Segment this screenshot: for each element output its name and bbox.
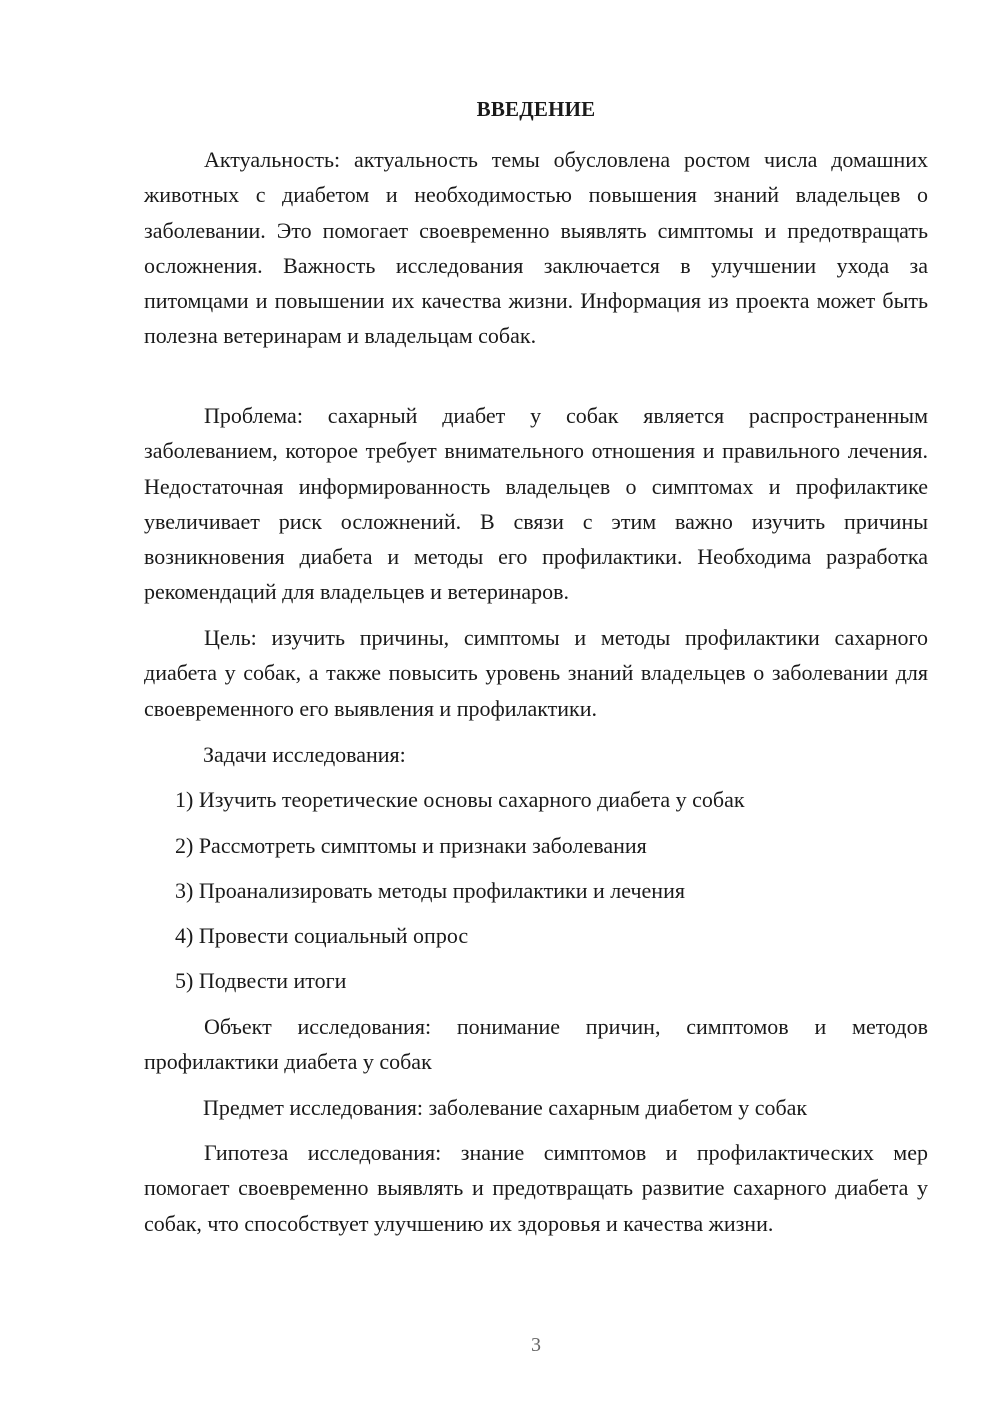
list-item: 1) Изучить теоретические основы сахарного диабета у собак <box>175 787 745 812</box>
page-number: 3 <box>531 1334 541 1356</box>
relevance-paragraph: Актуальность: актуальность темы обусловлена ростом числа домашних животных с диабетом и необходимостью повышения знаний владельцев о заболевании. Это помогает своевременно выявлять симптомы и предотвращать осложнения. Важность исследования заключается в улучшении ухода за питомцами и повышении их качества жизни. Информация из проекта может быть полезна ветеринарам и владельцам собак. <box>144 147 928 349</box>
list-item: 2) Рассмотреть симптомы и признаки заболевания <box>175 833 647 858</box>
tasks-heading: Задачи исследования: <box>203 742 406 767</box>
list-item: 5) Подвести итоги <box>175 968 347 993</box>
list-item: 3) Проанализировать методы профилактики и лечения <box>175 878 685 903</box>
object-paragraph: Объект исследования: понимание причин, симптомов и методов профилактики диабета у собак <box>144 1014 928 1075</box>
page-title: ВВЕДЕНИЕ <box>476 97 596 121</box>
subject-paragraph: Предмет исследования: заболевание сахарным диабетом у собак <box>203 1095 808 1120</box>
goal-paragraph: Цель: изучить причины, симптомы и методы профилактики сахарного диабета у собак, а также повысить уровень знаний владельцев о заболевании для своевременного его выявления и профилактики. <box>144 625 928 721</box>
hypothesis-paragraph: Гипотеза исследования: знание симптомов и профилактических мер помогает своевременно выявлять и предотвращать развитие сахарного диабета у собак, что способствует улучшению их здоровья и качества жизни. <box>144 1140 928 1236</box>
problem-paragraph: Проблема: сахарный диабет у собак является распространенным заболеванием, которое требует внимательного отношения и правильного лечения. Недостаточная информированность владельцев о симптомах и профилактике увеличивает риск осложнений. В связи с этим важно изучить причины возникновения диабета и методы его профилактики. Необходима разработка рекомендаций для владельцев и ветеринаров. <box>144 403 928 605</box>
list-item: 4) Провести социальный опрос <box>175 923 469 948</box>
